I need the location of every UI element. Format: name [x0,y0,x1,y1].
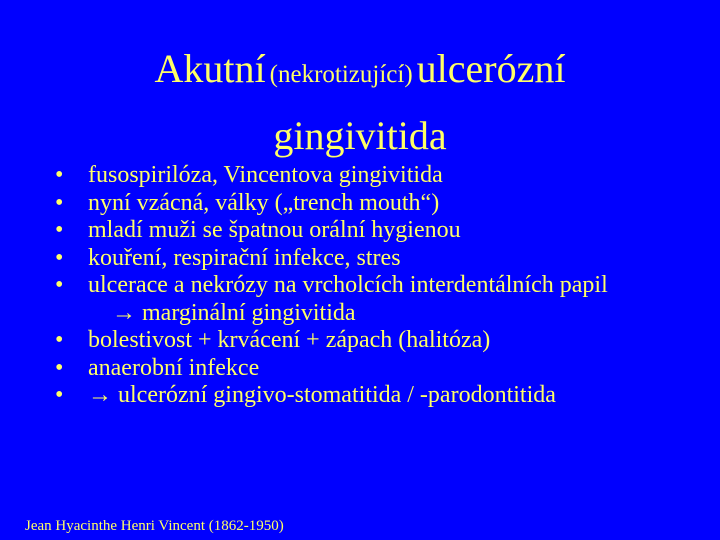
bullet-text: mladí muži se špatnou orální hygienou [88,217,461,243]
bullet-icon: • [55,382,64,408]
footer-caption: Jean Hyacinthe Henri Vincent (1862-1950) [25,518,284,534]
title-line-2: gingivitida [273,113,447,158]
bullet-icon: • [55,327,64,353]
bullet-text: kouření, respirační infekce, stres [88,244,401,271]
bullet-item [0,355,720,383]
bullet-icon: • [55,189,64,216]
bullet-icon: • [55,354,64,381]
title-word-akutni: Akutní [154,46,266,91]
bullet-item [0,217,720,245]
bullet-item [0,190,720,218]
arrow-right-icon: → [88,382,112,408]
bullet-text: anaerobní infekce [88,354,260,381]
bullet-icon: • [55,244,64,271]
bullet-text: marginální gingivitida [142,299,356,326]
bullet-text: ulcerace a nekrózy na vrcholcích interdentálních papil [88,272,608,298]
bullet-list [0,162,720,410]
bullet-item [0,327,720,355]
bullet-item [0,382,720,410]
bullet-item [0,272,720,300]
bullet-continuation [0,300,720,328]
bullet-item [0,245,720,273]
bullet-icon: • [55,162,64,188]
bullet-icon: • [55,217,64,243]
arrow-right-icon: → [112,299,136,326]
title-word-nekrotizujici: (nekrotizující) [269,61,413,88]
bullet-text: ulcerózní gingivo-stomatitida / -parodontitida [118,382,556,408]
bullet-text: nyní vzácná, války („trench mouth“) [88,189,440,216]
title-line-1 [0,40,720,107]
bullet-icon: • [55,272,64,298]
slide-title [0,40,720,165]
bullet-text: bolestivost + krvácení + zápach (halitóza) [88,327,491,353]
bullet-item [0,162,720,190]
title-word-ulcerozni: ulcerózní [416,46,566,91]
bullet-text: fusospirilóza, Vincentova gingivitida [88,162,443,188]
